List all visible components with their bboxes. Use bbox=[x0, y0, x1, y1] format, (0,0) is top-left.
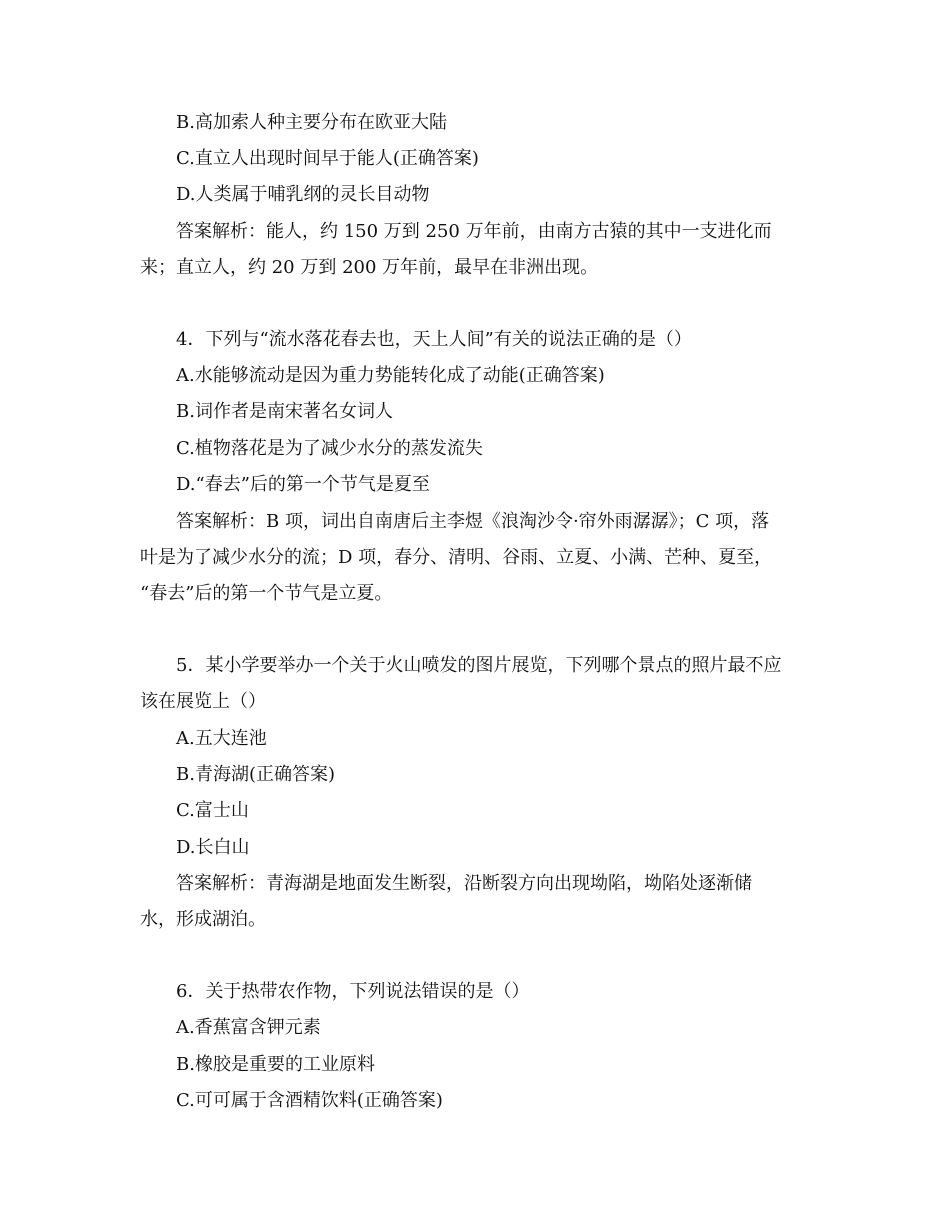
q3-analysis-line-2: 来；直立人，约 20 万到 200 万年前，最早在非洲出现。 bbox=[140, 257, 599, 278]
q5-option-b: B.青海湖(正确答案) bbox=[176, 764, 335, 785]
q3-option-c: C.直立人出现时间早于能人(正确答案) bbox=[176, 148, 479, 169]
q3-option-b: B.高加索人种主要分布在欧亚大陆 bbox=[176, 112, 447, 133]
q5-option-a: A.五大连池 bbox=[176, 728, 267, 749]
q4-analysis-line-3: “春去”后的第一个节气是立夏。 bbox=[140, 583, 393, 604]
q3-option-d: D.人类属于哺乳纲的灵长目动物 bbox=[176, 184, 430, 205]
q5-analysis-line-1: 答案解析：青海湖是地面发生断裂，沿断裂方向出现坳陷，坳陷处逐渐储 bbox=[176, 873, 752, 894]
q6-option-c: C.可可属于含酒精饮料(正确答案) bbox=[176, 1090, 443, 1111]
q4-analysis-line-1: 答案解析：B 项，词出自南唐后主李煜《浪淘沙令·帘外雨潺潺》；C 项，落 bbox=[176, 511, 770, 532]
q6-stem: 6．关于热带农作物，下列说法错误的是（） bbox=[176, 981, 530, 1002]
q5-option-d: D.长白山 bbox=[176, 837, 250, 858]
q5-option-c: C.富士山 bbox=[176, 800, 249, 821]
q5-analysis-line-2: 水，形成湖泊。 bbox=[140, 909, 266, 930]
q4-stem: 4．下列与“流水落花春去也，天上人间”有关的说法正确的是（） bbox=[176, 329, 692, 350]
q4-option-d: D.“春去”后的第一个节气是夏至 bbox=[176, 474, 430, 495]
q6-option-a: A.香蕉富含钾元素 bbox=[176, 1017, 321, 1038]
q3-analysis-line-1: 答案解析：能人，约 150 万到 250 万年前，由南方古猿的其中一支进化而 bbox=[176, 221, 772, 242]
q4-analysis-line-2: 叶是为了减少水分的流；D 项，春分、清明、谷雨、立夏、小满、芒种、夏至， bbox=[140, 547, 773, 568]
q6-option-b: B.橡胶是重要的工业原料 bbox=[176, 1054, 375, 1075]
q5-stem-line-1: 5．某小学要举办一个关于火山喷发的图片展览，下列哪个景点的照片最不应 bbox=[176, 655, 782, 676]
q4-option-a: A.水能够流动是因为重力势能转化成了动能(正确答案) bbox=[176, 365, 605, 386]
q5-stem-line-2: 该在展览上（） bbox=[140, 691, 266, 712]
q4-option-b: B.词作者是南宋著名女词人 bbox=[176, 401, 393, 422]
q4-option-c: C.植物落花是为了减少水分的蒸发流失 bbox=[176, 438, 483, 459]
